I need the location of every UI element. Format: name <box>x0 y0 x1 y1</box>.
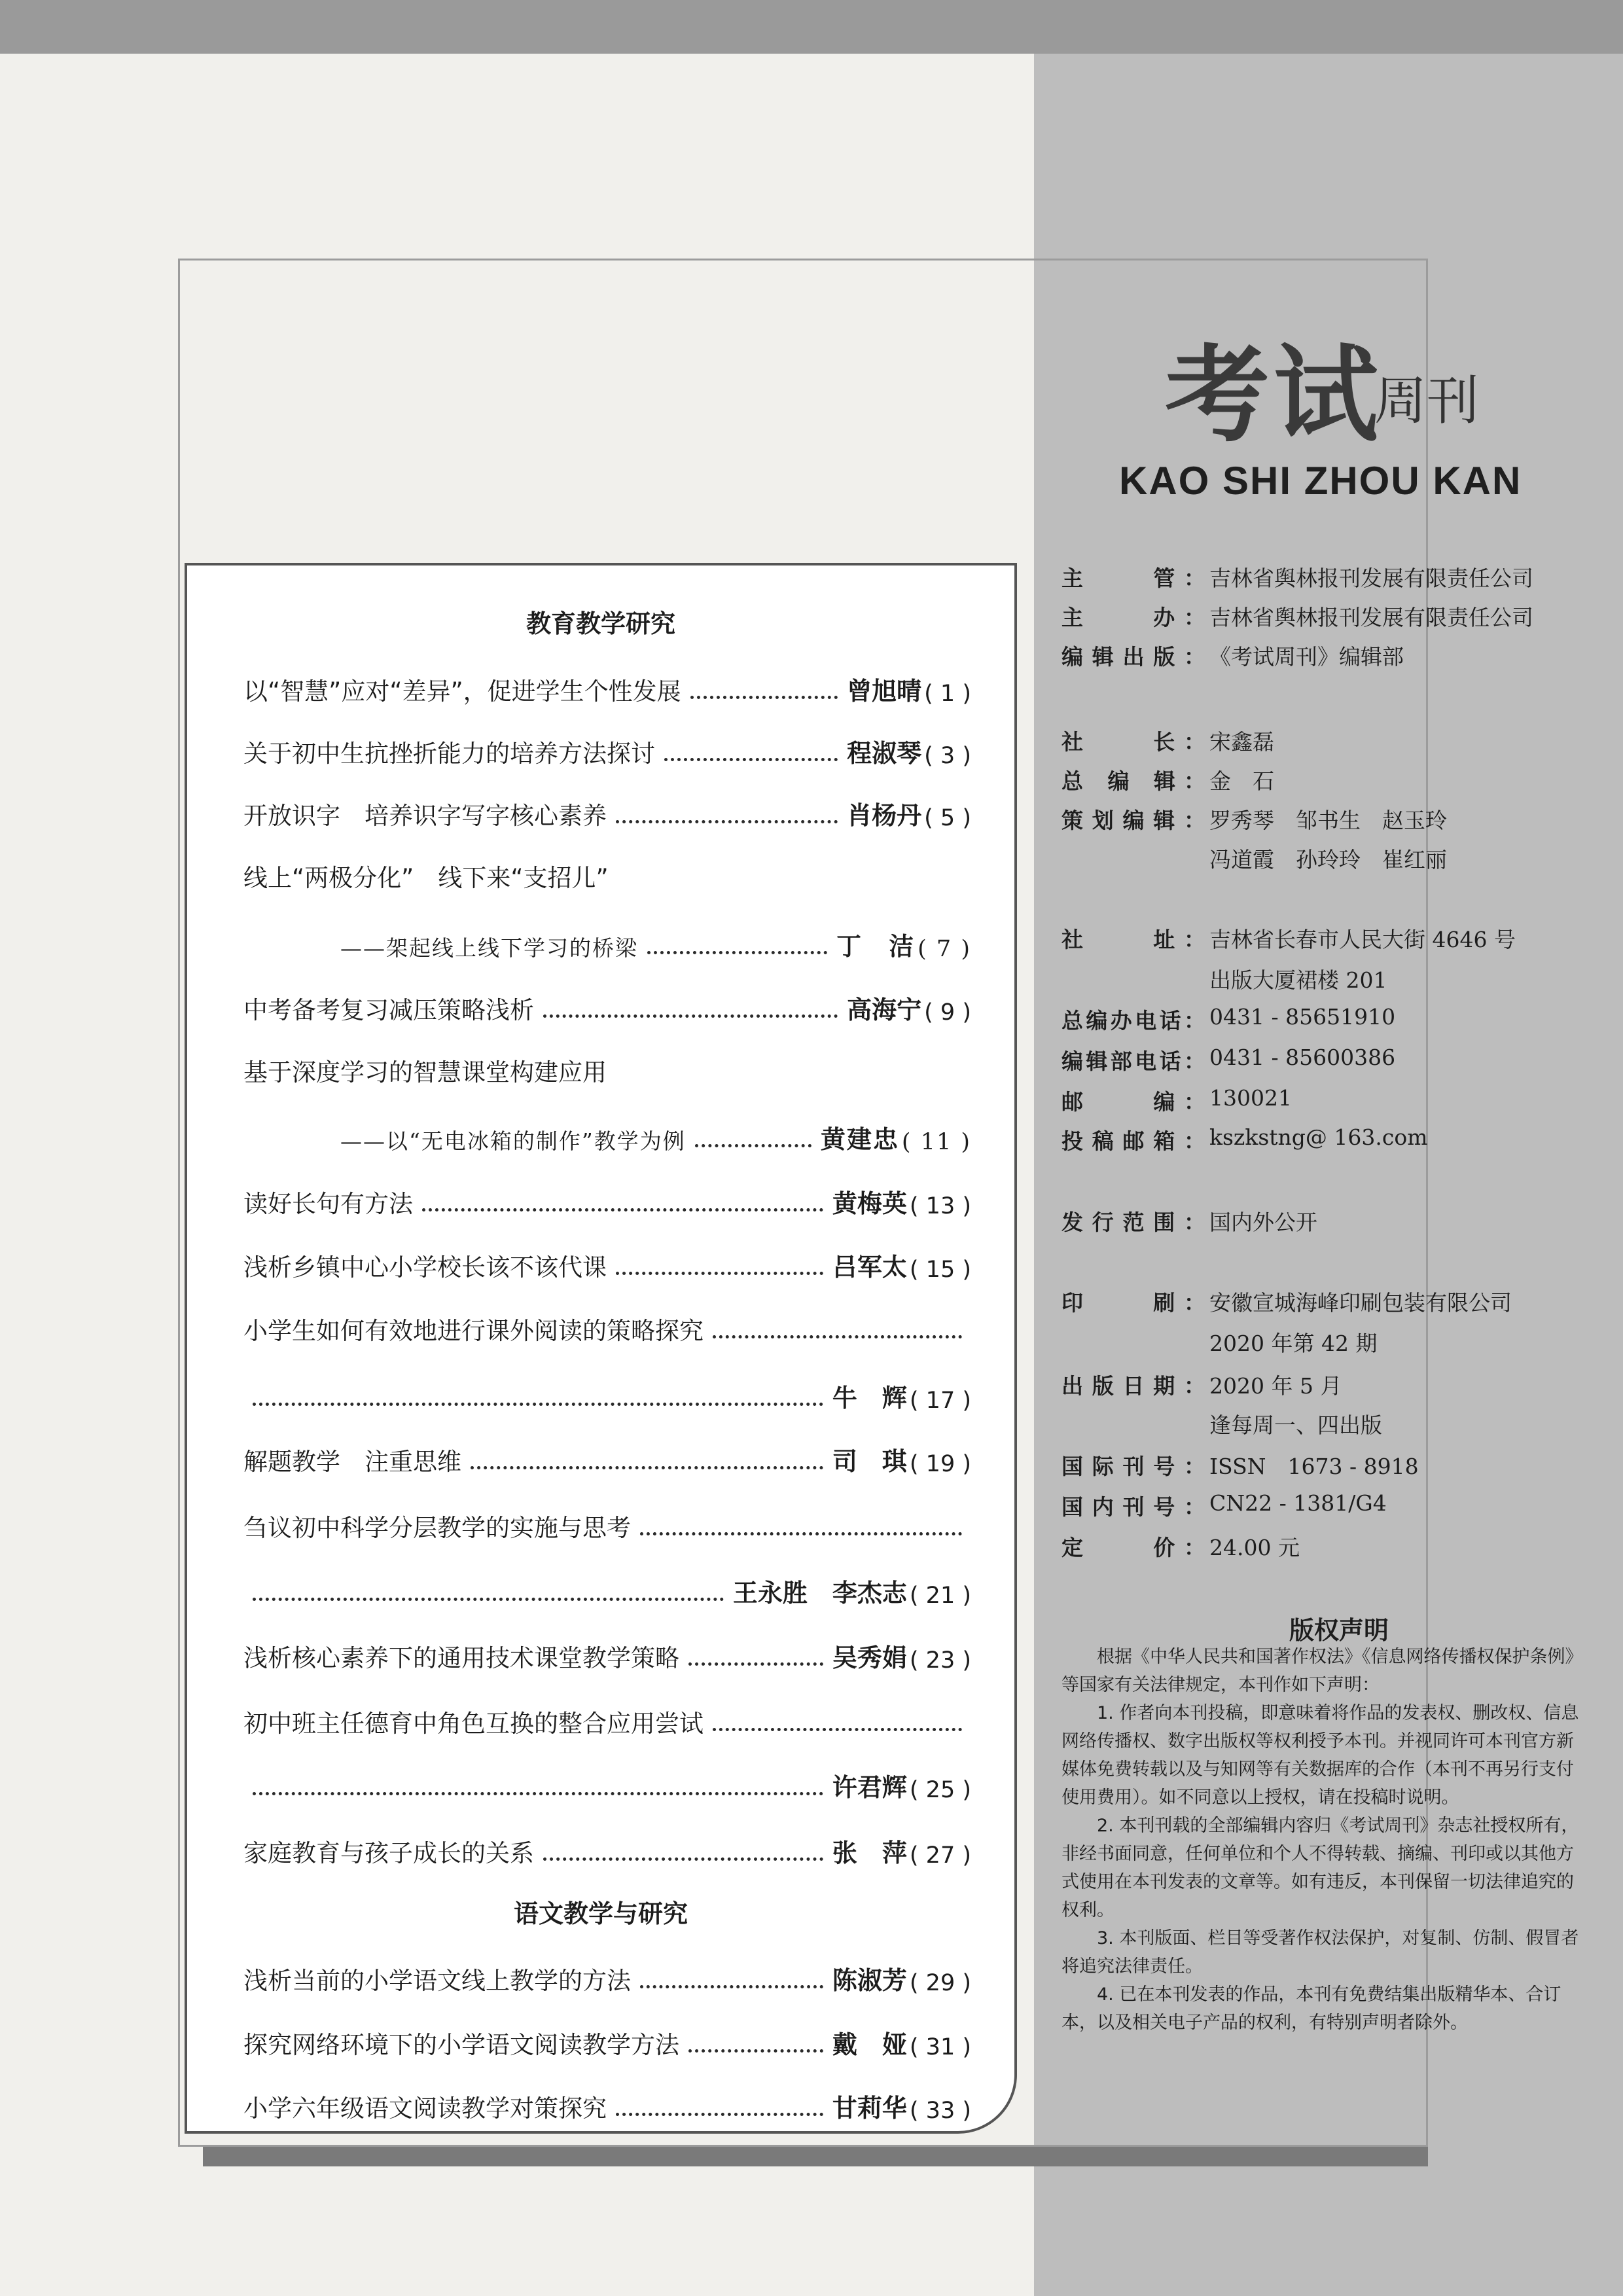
toc-entry-title: 浅析当前的小学语文线上教学的方法 <box>243 1967 631 1995</box>
toc-section-title: 教育教学研究 <box>526 609 675 638</box>
info-row <box>1061 764 1274 795</box>
info-value: 吉林省舆林报刊发展有限责任公司 <box>1209 565 1533 591</box>
info-value: 安徽宣城海峰印刷包装有限公司 <box>1209 1290 1512 1316</box>
toc-entry-author: 曾旭晴 <box>847 677 922 706</box>
leader-dots <box>471 1466 823 1469</box>
toc-entry-title: 以“智慧”应对“差异”，促进学生个性发展 <box>243 677 681 706</box>
toc-entry-author: 戴 娅 <box>832 2030 907 2059</box>
info-label: 投稿邮箱： <box>1061 1128 1205 1154</box>
info-label: 策划编辑： <box>1061 808 1205 833</box>
toc-entry-title: 浅析核心素养下的通用技术课堂教学策略 <box>243 1644 679 1672</box>
toc-entry-author: 丁 洁 <box>836 931 916 961</box>
info-value: 24.00 元 <box>1209 1535 1300 1560</box>
toc-entry[interactable] <box>243 1957 971 1996</box>
journal-title-main: 考试 <box>1165 333 1383 456</box>
info-label: 国内刊号： <box>1061 1494 1205 1520</box>
toc-entry-title: 初中班主任德育中角色互换的整合应用尝试 <box>243 1710 704 1738</box>
toc-entry-page: ( 5 ) <box>924 805 971 831</box>
info-value-continued: 出版大厦裙楼 201 <box>1209 967 1387 993</box>
leader-dots <box>543 1857 823 1861</box>
toc-entry-page: ( 31 ) <box>909 2034 971 2060</box>
info-value: 0431 - 85600386 <box>1209 1045 1396 1070</box>
info-row <box>1061 1369 1342 1400</box>
toc-entry-title: 家庭教育与孩子成长的关系 <box>243 1839 534 1867</box>
info-row <box>1061 804 1447 834</box>
leader-dots <box>253 1792 823 1795</box>
info-label: 总编办电话： <box>1061 1008 1205 1033</box>
toc-entry[interactable] <box>243 1700 971 1739</box>
info-value: 金 石 <box>1209 768 1274 794</box>
info-row <box>1061 1085 1292 1116</box>
leader-dots <box>640 1985 823 1988</box>
toc-entry-author: 高海宁 <box>847 996 922 1024</box>
leader-dots <box>253 1598 724 1601</box>
info-value: 130021 <box>1209 1085 1292 1111</box>
info-row <box>1061 1450 1419 1480</box>
info-label: 邮 编： <box>1061 1089 1205 1115</box>
info-value-continued: 冯道霞 孙玲玲 崔红丽 <box>1209 847 1447 872</box>
leader-dots <box>713 1335 962 1338</box>
info-label: 编辑出版： <box>1061 644 1205 670</box>
copyright-paragraph: 1. 作者向本刊投稿，即意味着将作品的发表权、删改权、信息网络传播权、数字出版权等权利授予本刊。并视同许可本刊官方新媒体免费转载以及与知网等有关数据库的合作（本刊不再另行支付使用费用）。如不同意以上授权，请在投稿时说明。 <box>1061 1703 1579 1808</box>
journal-title-sub: 周刊 <box>1374 370 1479 431</box>
toc-entry[interactable] <box>243 792 971 831</box>
toc-entry-author: 吴秀娟 <box>832 1643 907 1672</box>
info-row <box>1061 1206 1317 1236</box>
leader-dots <box>253 1403 823 1406</box>
toc-entry-continuation[interactable] <box>243 1764 971 1803</box>
info-label: 编辑部电话： <box>1061 1049 1205 1074</box>
info-row <box>1061 601 1533 632</box>
frame-shadow <box>203 2147 1428 2166</box>
leader-dots <box>422 1208 823 1211</box>
info-label: 国际刊号： <box>1061 1454 1205 1479</box>
toc-entry-subtitle[interactable] <box>340 1116 971 1155</box>
toc-entry-title: ——架起线上线下学习的桥梁 <box>340 935 638 961</box>
scan-top-band <box>0 0 1623 54</box>
leader-dots <box>616 1272 823 1275</box>
info-label: 社 址： <box>1061 927 1205 952</box>
toc-entry-continuation[interactable] <box>243 1374 971 1414</box>
leader-dots <box>640 1532 962 1535</box>
leader-dots <box>688 1662 823 1666</box>
toc-entry-page: ( 15 ) <box>909 1257 971 1283</box>
leader-dots <box>616 2113 823 2116</box>
toc-entry-author: 肖杨丹 <box>847 801 922 830</box>
info-label: 印 刷： <box>1061 1290 1205 1316</box>
email-link[interactable]: kszkstng@ 163.com <box>1209 1124 1428 1150</box>
toc-entry[interactable] <box>243 1634 971 1674</box>
toc-entry-page: ( 25 ) <box>909 1777 971 1803</box>
leader-dots <box>695 1144 812 1147</box>
toc-entry[interactable] <box>243 1049 971 1088</box>
toc-entry-title: 浅析乡镇中心小学校长该不该代课 <box>243 1253 607 1282</box>
info-label: 主 管： <box>1061 565 1205 591</box>
info-value: CN22 - 1381/G4 <box>1209 1490 1387 1516</box>
toc-entry-title: 探究网络环境下的小学语文阅读教学方法 <box>243 2031 679 2059</box>
toc-entry-author: 张 萍 <box>832 1839 907 1867</box>
toc-entry-page: ( 11 ) <box>901 1129 971 1155</box>
toc-entry-page: ( 3 ) <box>924 743 971 769</box>
info-value: 宋鑫磊 <box>1209 729 1274 755</box>
toc-entry-title: 小学六年级语文阅读教学对策探究 <box>243 2094 607 2123</box>
toc-entry[interactable] <box>243 986 971 1026</box>
toc-entry-title: 开放识字 培养识字写字核心素养 <box>243 802 607 830</box>
copyright-title: 版权声明 <box>1289 1616 1389 1645</box>
info-value: 吉林省舆林报刊发展有限责任公司 <box>1209 605 1533 630</box>
copyright-body <box>1061 1643 1585 2037</box>
info-row <box>1061 725 1274 756</box>
toc-entry[interactable] <box>243 854 971 893</box>
toc-entry-page: ( 9 ) <box>924 999 971 1026</box>
info-row <box>1061 923 1516 954</box>
info-value: 0431 - 85651910 <box>1209 1004 1396 1030</box>
toc-entry-author: 吕军太 <box>832 1253 907 1282</box>
copyright-paragraph: 4. 已在本刊发表的作品，本刊有免费结集出版精华本、合订本，以及相关电子产品的权利，有特别声明者除外。 <box>1061 1984 1561 2033</box>
toc-entry-author: 牛 辉 <box>832 1384 907 1412</box>
info-value-continued: 逢每周一、四出版 <box>1209 1412 1382 1438</box>
toc-entry[interactable] <box>243 2085 971 2124</box>
info-row <box>1061 1004 1395 1035</box>
toc-entry-subtitle[interactable] <box>340 923 971 962</box>
toc-entry[interactable] <box>243 1244 971 1283</box>
info-value-continued: 2020 年第 42 期 <box>1209 1331 1378 1356</box>
info-value: 《考试周刊》编辑部 <box>1209 644 1404 670</box>
toc-entry-author: 黄建忠 <box>820 1124 899 1154</box>
leader-dots <box>616 820 838 823</box>
toc-entry-author: 程淑琴 <box>847 739 922 768</box>
toc-entry[interactable] <box>243 1829 971 1869</box>
toc-entry-author: 黄梅英 <box>832 1189 907 1218</box>
toc-entry-title: 线上“两极分化” 线下来“支招儿” <box>243 864 609 892</box>
toc-entry[interactable] <box>243 1307 971 1346</box>
toc-entry-page: ( 29 ) <box>909 1970 971 1996</box>
toc-entry-title: 基于深度学习的智慧课堂构建应用 <box>243 1058 607 1086</box>
copyright-paragraph: 3. 本刊版面、栏目等受著作权法保护，对复制、仿制、假冒者将追究法律责任。 <box>1061 1928 1579 1977</box>
toc-entry-page: ( 23 ) <box>909 1647 971 1674</box>
toc-entry-page: ( 17 ) <box>909 1388 971 1414</box>
info-row <box>1061 640 1404 671</box>
info-row <box>1061 1124 1428 1155</box>
info-row <box>1061 1490 1387 1521</box>
info-value: 罗秀琴 邹书生 赵玉玲 <box>1209 808 1447 833</box>
info-value: 2020 年 5 月 <box>1209 1373 1342 1399</box>
info-row <box>1061 1531 1300 1562</box>
leader-dots <box>543 1014 838 1018</box>
info-value: ISSN 1673 - 8918 <box>1209 1454 1419 1479</box>
toc-entry-title: 解题教学 注重思维 <box>243 1448 461 1476</box>
toc-entry-title: 刍议初中科学分层教学的实施与思考 <box>243 1514 631 1542</box>
toc-entry-continuation[interactable] <box>243 1570 971 1609</box>
info-row <box>1061 1286 1512 1317</box>
toc-entry-page: ( 27 ) <box>909 1842 971 1869</box>
toc-entry-title: 关于初中生抗挫折能力的培养方法探讨 <box>243 740 655 768</box>
toc-entry-author: 王永胜 李杰志 <box>732 1579 907 1607</box>
leader-dots <box>647 951 827 954</box>
toc-entry-author: 陈淑芳 <box>832 1966 907 1995</box>
toc-entry-page: ( 33 ) <box>909 2098 971 2124</box>
toc-entry[interactable] <box>243 668 971 707</box>
info-value: 吉林省长春市人民大街 4646 号 <box>1209 927 1516 952</box>
toc-entry-author: 司 琪 <box>832 1447 907 1476</box>
toc-entry-title: 读好长句有方法 <box>243 1190 413 1218</box>
info-value: 国内外公开 <box>1209 1210 1317 1235</box>
toc-entry-page: ( 1 ) <box>924 681 971 707</box>
journal-pinyin: KAO SHI ZHOU KAN <box>1119 459 1522 503</box>
toc-entry[interactable] <box>243 2021 971 2060</box>
leader-dots <box>664 758 838 761</box>
toc-entry[interactable] <box>243 1504 971 1543</box>
toc-entry-title: 中考备考复习减压策略浅析 <box>243 996 534 1024</box>
copyright-paragraph: 2. 本刊刊载的全部编辑内容归《考试周刊》杂志社授权所有，非经书面同意，任何单位和个人不得转载、摘编、刊印或以其他方式使用在本刊发表的文章等。如有违反，本刊保留一切法律追究的权利。 <box>1061 1816 1579 1920</box>
toc-entry-author: 许君辉 <box>832 1773 907 1802</box>
info-row <box>1061 1045 1395 1075</box>
info-label: 总 编 辑： <box>1061 768 1205 794</box>
toc-entry-page: ( 19 ) <box>909 1451 971 1477</box>
info-label: 社 长： <box>1061 729 1205 755</box>
toc-section-title: 语文教学与研究 <box>513 1899 688 1928</box>
leader-dots <box>713 1728 962 1731</box>
toc-entry-page: ( 13 ) <box>909 1193 971 1219</box>
toc-entry-page: ( 7 ) <box>918 936 971 962</box>
toc-entry-title: ——以“无电冰箱的制作”教学为例 <box>340 1128 686 1154</box>
toc-entry-author: 甘莉华 <box>832 2094 907 2123</box>
info-row <box>1061 562 1533 592</box>
toc-entry[interactable] <box>243 1438 971 1477</box>
info-label: 发行范围： <box>1061 1210 1205 1235</box>
info-label: 主 办： <box>1061 605 1205 630</box>
toc-entry-page: ( 21 ) <box>909 1583 971 1609</box>
toc-entry[interactable] <box>243 730 971 769</box>
leader-dots <box>690 696 838 699</box>
toc-entry-title: 小学生如何有效地进行课外阅读的策略探究 <box>243 1317 704 1345</box>
info-label: 定 价： <box>1061 1535 1205 1560</box>
leader-dots <box>688 2049 823 2053</box>
copyright-paragraph: 根据《中华人民共和国著作权法》《信息网络传播权保护条例》等国家有关法律规定，本刊作如下声明： <box>1061 1647 1583 1695</box>
toc-entry[interactable] <box>243 1180 971 1219</box>
info-label: 出版日期： <box>1061 1373 1205 1399</box>
